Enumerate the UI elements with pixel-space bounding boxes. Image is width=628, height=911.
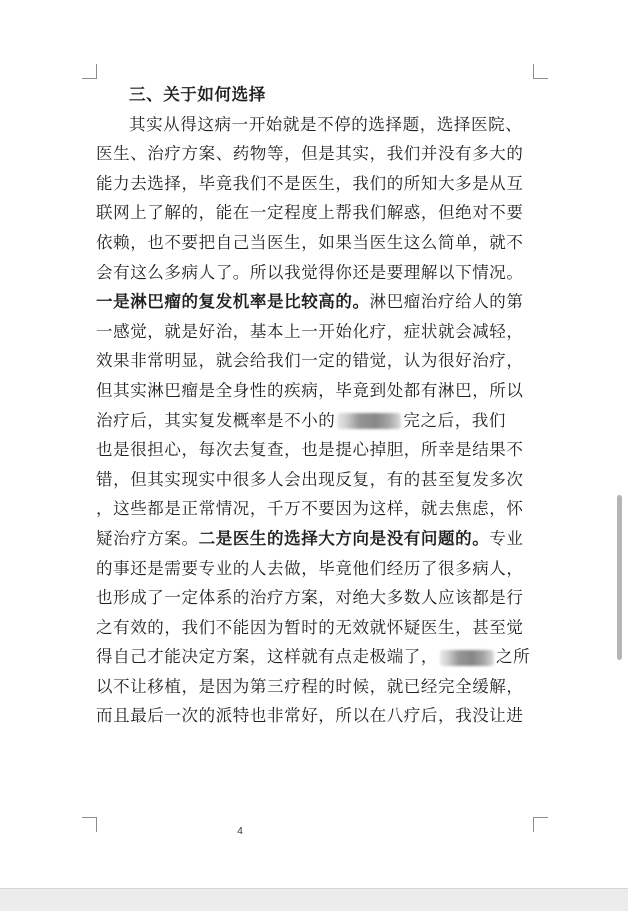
text-line — [96, 139, 536, 169]
text-segment: 效果非常明显，就会给我们一定的错觉，认为很好治疗， — [96, 351, 524, 371]
text-segment: 疑治疗方案。 — [96, 528, 199, 548]
text-line — [96, 258, 536, 288]
page-corner-mark-top-left — [82, 64, 97, 79]
text-line — [96, 524, 536, 554]
text-line — [96, 701, 536, 731]
text-segment: 也形成了一定体系的治疗方案，对绝大多数人应该都是行 — [96, 588, 524, 608]
text-segment: 专业 — [489, 528, 524, 548]
text-segment: 的事还是需要专业的人去做，毕竟他们经历了很多病人， — [96, 558, 524, 578]
page-number: 4 — [237, 826, 243, 837]
viewer-bottom-bar — [0, 888, 628, 911]
text-line — [96, 583, 536, 613]
text-segment: 其实从得这病一开始就是不停的选择题，选择医院、 — [129, 114, 523, 134]
text-segment: 完之后，我们 — [403, 410, 507, 430]
section-heading: 三、关于如何选择 — [129, 85, 266, 104]
text-segment: 而且最后一次的派特也非常好，所以在八疗后，我没让进 — [96, 706, 524, 726]
text-line — [96, 346, 536, 376]
text-line — [96, 317, 536, 347]
text-segment: 也是很担心，每次去复查，也是提心掉胆，所幸是结果不 — [96, 440, 524, 460]
text-segment: 错，但其实现实中很多人会出现反复，有的甚至复发多次 — [96, 469, 524, 489]
text-segment: 一感觉，就是好治，基本上一开始化疗，症状就会减轻， — [96, 321, 524, 341]
bold-key-point: 二是医生的选择大方向是没有问题的。 — [198, 528, 490, 548]
text-segment: 淋巴瘤治疗给人的第 — [369, 292, 524, 312]
text-line — [96, 287, 536, 317]
text-line — [96, 169, 536, 199]
text-segment: 之有效的，我们不能因为暂时的无效就怀疑医生，甚至觉 — [96, 617, 524, 637]
vertical-scrollbar-thumb[interactable] — [617, 495, 622, 660]
text-line — [96, 228, 536, 258]
text-line — [96, 376, 536, 406]
document-body — [96, 80, 536, 731]
text-line — [96, 435, 536, 465]
text-line — [96, 406, 536, 436]
page-corner-mark-bottom-right — [533, 817, 548, 832]
redacted-text-blur — [440, 650, 494, 666]
text-line — [96, 613, 536, 643]
text-segment: 医生、治疗方案、药物等，但是其实，我们并没有多大的 — [96, 144, 524, 164]
body-paragraph — [96, 110, 536, 731]
text-segment: 之所 — [496, 647, 531, 667]
text-segment: 治疗后，其实复发概率是不小的 — [96, 410, 336, 430]
text-segment: 能力去选择，毕竟我们不是医生，我们的所知大多是从互 — [96, 173, 524, 193]
text-segment: ，这些都是正常情况，千万不要因为这样，就去焦虑，怀 — [96, 499, 524, 519]
text-line — [96, 110, 536, 140]
text-line — [96, 494, 536, 524]
redacted-text-blur — [337, 413, 401, 429]
text-line — [96, 465, 536, 495]
text-segment: 会有这么多病人了。所以我觉得你还是要理解以下情况。 — [96, 262, 524, 282]
text-segment: 但其实淋巴瘤是全身性的疾病，毕竟到处都有淋巴，所以 — [96, 380, 524, 400]
text-line — [96, 672, 536, 702]
text-segment: 得自己才能决定方案，这样就有点走极端了， — [96, 647, 438, 667]
text-segment: 依赖，也不要把自己当医生，如果当医生这么简单，就不 — [96, 232, 524, 252]
text-line — [96, 642, 536, 672]
text-segment: 联网上了解的，能在一定程度上帮我们解惑，但绝对不要 — [96, 203, 524, 223]
text-line — [96, 554, 536, 584]
text-segment: 以不让移植，是因为第三疗程的时候，就已经完全缓解， — [96, 676, 524, 696]
text-line — [96, 198, 536, 228]
bold-key-point: 一是淋巴瘤的复发机率是比较高的。 — [96, 292, 370, 312]
page-corner-mark-top-right — [533, 64, 548, 79]
